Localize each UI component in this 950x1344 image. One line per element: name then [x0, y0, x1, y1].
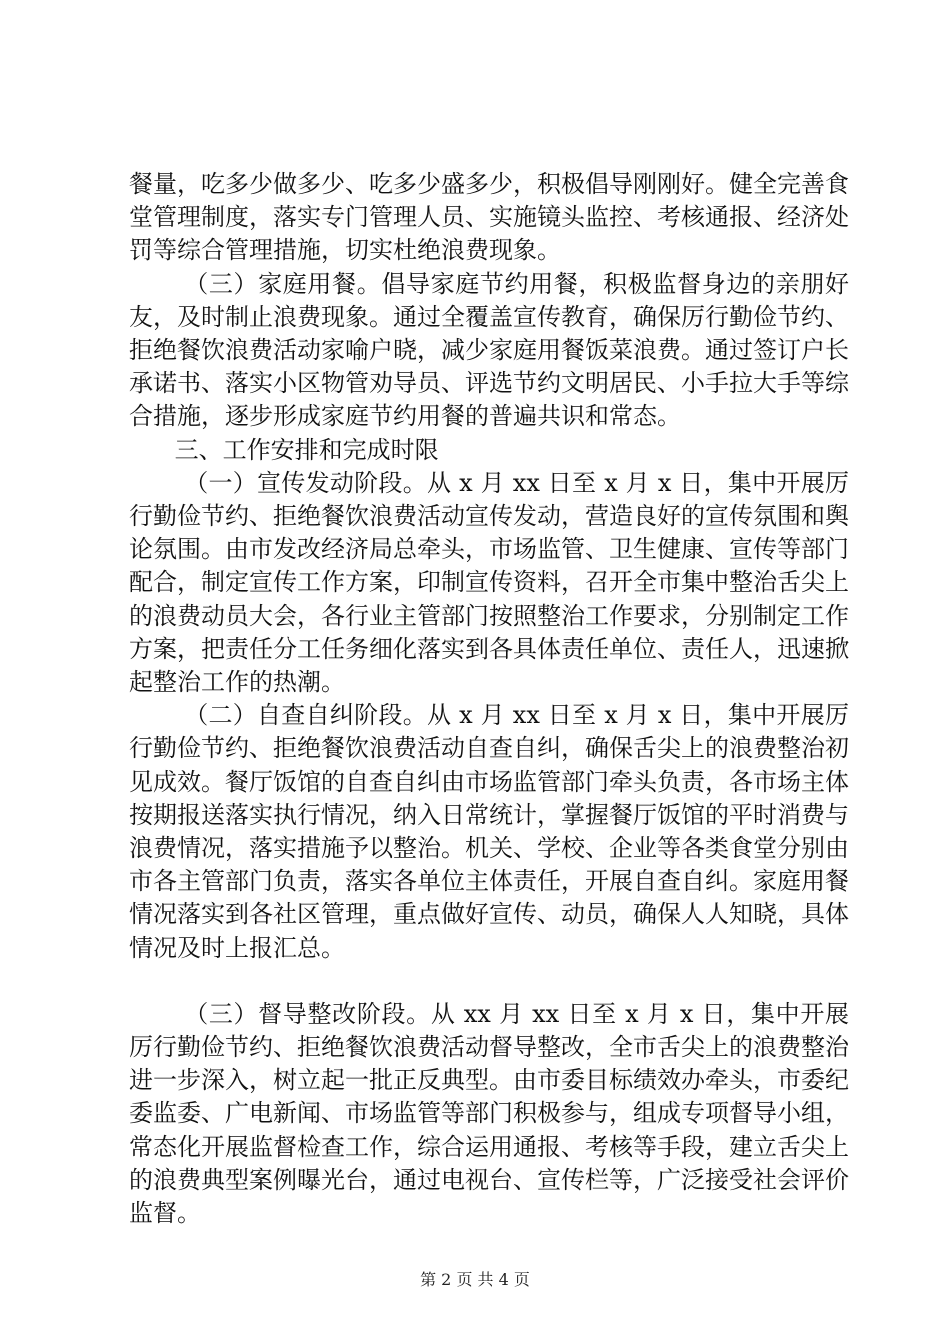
page-number-label: 第 2 页 共 4 页	[420, 1270, 530, 1289]
paragraph-self-check-stage: （二）自查自纠阶段。从 x 月 xx 日至 x 月 x 日，集中开展厉行勤俭节约、拒绝餐饮浪费活动自查自纠，确保舌尖上的浪费整治初见成效。餐厅饭馆的自查自纠由市场监管部门牵头负责，各市场主体按期报送落实执行情况，纳入日常统计，掌握餐厅饭馆的平时消费与浪费情况，落实措施予以整治。机关、学校、企业等各类食堂分别由市各主管部门负责，落实各单位主体责任，开展自查自纠。家庭用餐情况落实到各社区管理，重点做好宣传、动员，确保人人知晓，具体情况及时上报汇总。	[129, 701, 849, 962]
page-footer	[0, 1267, 950, 1290]
paragraph-gap	[129, 965, 849, 998]
paragraph-supervision-stage: （三）督导整改阶段。从 xx 月 xx 日至 x 月 x 日，集中开展厉行勤俭节约、拒绝餐饮浪费活动督导整改，全市舌尖上的浪费整治进一步深入，树立起一批正反典型。由市委目标绩效办牵头，市委纪委监委、广电新闻、市场监管等部门积极参与，组成专项督导小组，常态化开展监督检查工作，综合运用通报、考核等手段，建立舌尖上的浪费典型案例曝光台，通过电视台、宣传栏等，广泛接受社会评价监督。	[129, 999, 849, 1228]
document-body	[129, 168, 849, 1230]
paragraph-canteen-cont: 餐量，吃多少做多少、吃多少盛多少，积极倡导刚刚好。健全完善食堂管理制度，落实专门管理人员、实施镜头监控、考核通报、经济处罚等综合管理措施，切实杜绝浪费现象。	[129, 170, 849, 265]
section-heading-schedule: 三、工作安排和完成时限	[174, 435, 439, 464]
paragraph-publicity-stage: （一）宣传发动阶段。从 x 月 xx 日至 x 月 x 日，集中开展厉行勤俭节约、拒绝餐饮浪费活动宣传发动，营造良好的宣传氛围和舆论氛围。由市发改经济局总牵头，市场监管、卫生健康、宣传等部门配合，制定宣传工作方案，印制宣传资料，召开全市集中整治舌尖上的浪费动员大会，各行业主管部门按照整治工作要求，分别制定工作方案，把责任分工任务细化落实到各具体责任单位、责任人，迅速掀起整治工作的热潮。	[129, 468, 849, 697]
paragraph-family-dining: （三）家庭用餐。倡导家庭节约用餐，积极监督身边的亲朋好友，及时制止浪费现象。通过全覆盖宣传教育，确保厉行勤俭节约、拒绝餐饮浪费活动家喻户晓，减少家庭用餐饭菜浪费。通过签订户长承诺书、落实小区物管劝导员、评选节约文明居民、小手拉大手等综合措施，逐步形成家庭节约用餐的普遍共识和常态。	[129, 269, 849, 431]
